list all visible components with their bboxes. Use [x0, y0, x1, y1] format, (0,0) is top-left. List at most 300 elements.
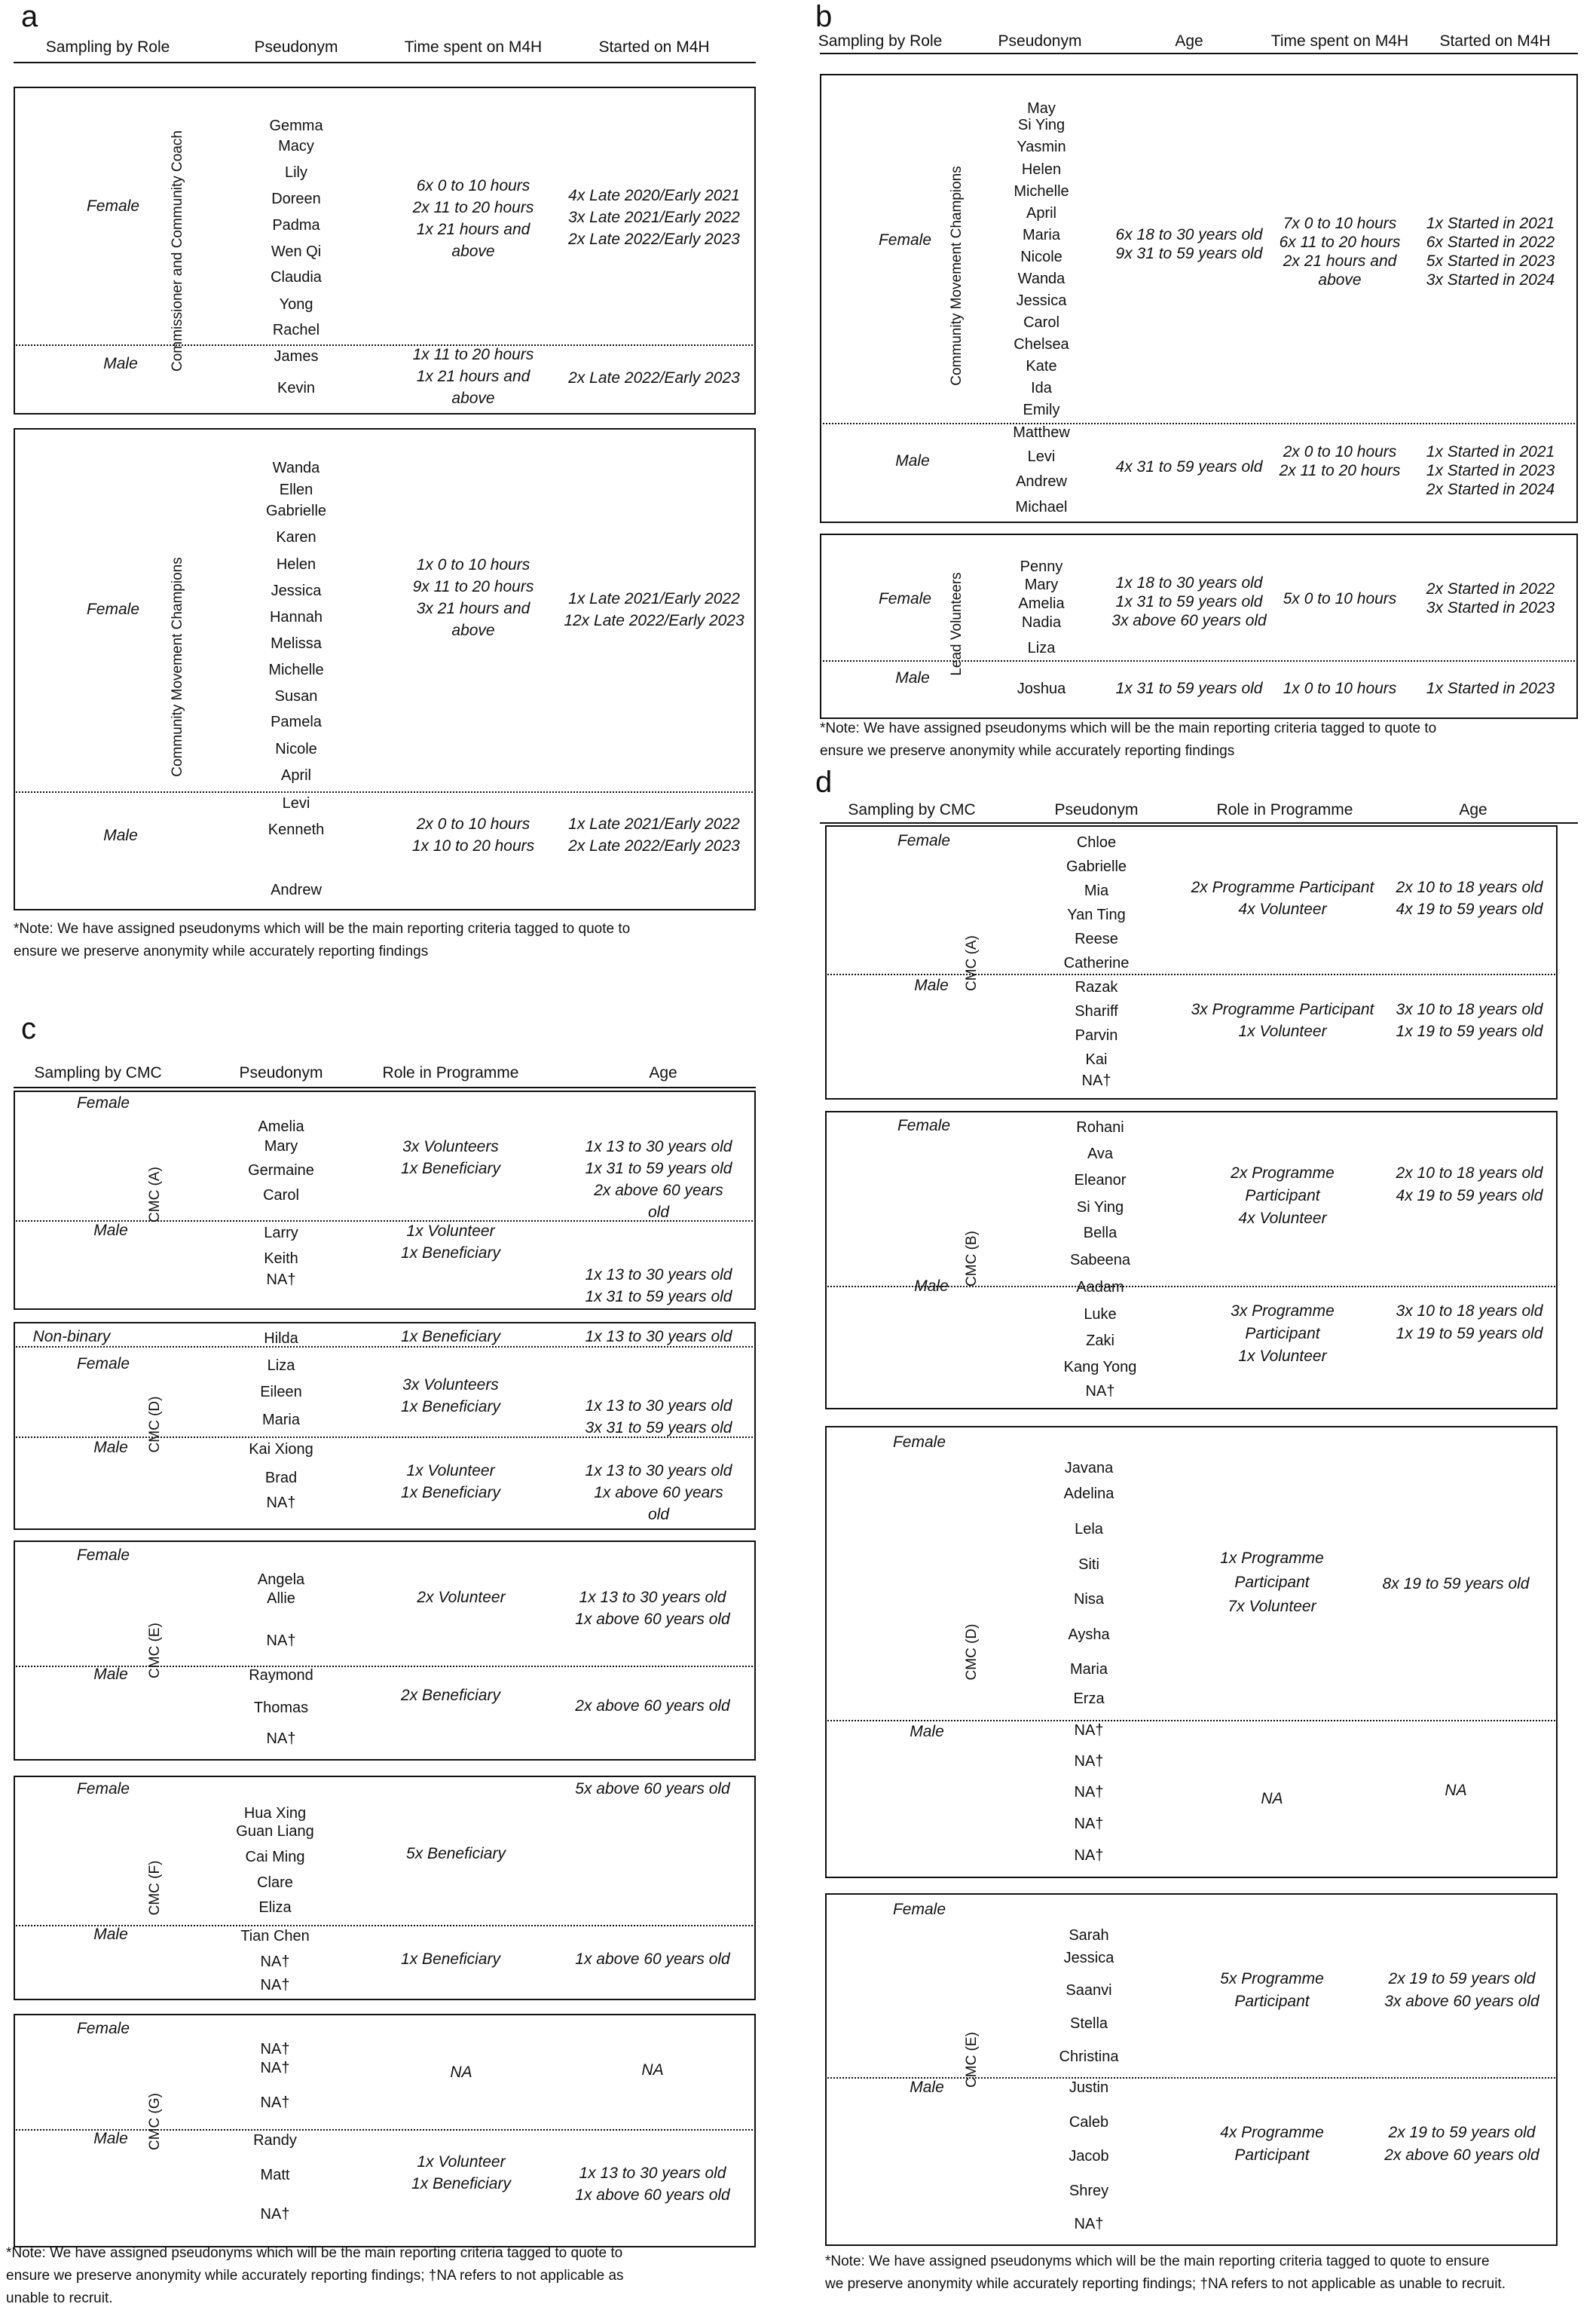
programme-role: 3x Volunteers — [402, 1138, 499, 1155]
programme-role: 4x Volunteer — [1238, 901, 1327, 918]
time-spent: 2x 11 to 20 hours — [412, 199, 534, 216]
programme-role: 4x Programme — [1220, 2124, 1324, 2141]
pseudonym: Adelina — [1063, 1485, 1114, 1502]
pseudonym: Aysha — [1068, 1626, 1110, 1643]
pseudonym: NA† — [1074, 2216, 1104, 2232]
footnote: we preserve anonymity while accurately reporting findings; †NA refers to not applicable as unable to recruit. — [825, 2276, 1506, 2292]
pseudonym: Mary — [264, 1138, 298, 1155]
time-spent: 1x 0 to 10 hours — [416, 556, 530, 574]
pseudonym: Gemma — [269, 118, 323, 134]
pseudonym: NA† — [1081, 1072, 1111, 1089]
panel-label: d — [815, 766, 833, 799]
group-label-vertical: CMC (D) — [964, 1623, 980, 1681]
age-range: 2x 19 to 59 years old — [1388, 1970, 1536, 1987]
time-spent: 1x 0 to 10 hours — [1283, 680, 1397, 697]
pseudonym: Stella — [1069, 2015, 1108, 2032]
pseudonym: May — [1027, 100, 1056, 117]
dotted-divider — [820, 660, 1578, 662]
dotted-divider — [14, 344, 756, 346]
programme-role: 1x Beneficiary — [401, 1484, 500, 1501]
pseudonym: Claudia — [271, 269, 322, 286]
pseudonym: Levi — [1027, 448, 1056, 465]
pseudonym: Andrew — [1016, 473, 1067, 490]
pseudonym: Brad — [264, 1470, 298, 1486]
age-range: 4x 31 to 59 years old — [1115, 458, 1263, 476]
pseudonym: NA† — [260, 2206, 290, 2223]
pseudonym: Bella — [1083, 1225, 1118, 1241]
pseudonym: Kai Xiong — [249, 1441, 313, 1458]
pseudonym: Penny — [1020, 558, 1063, 575]
programme-role: 2x Volunteer — [417, 1589, 506, 1606]
started-on: 5x Started in 2023 — [1426, 252, 1555, 270]
gender-label: Female — [892, 1901, 946, 1918]
programme-role: Participant — [1234, 1574, 1310, 1591]
gender-label: Male — [103, 827, 138, 844]
gender-label: Female — [76, 1547, 130, 1564]
pseudonym: Pamela — [271, 714, 322, 730]
age-range: old — [647, 1204, 670, 1221]
age-range: 9x 31 to 59 years old — [1115, 245, 1263, 262]
pseudonym: Carol — [1023, 314, 1059, 331]
pseudonym: Parvin — [1075, 1027, 1118, 1044]
pseudonym: Levi — [282, 795, 310, 812]
time-spent: 2x 11 to 20 hours — [1279, 462, 1401, 479]
dotted-divider — [14, 791, 756, 793]
time-spent: 6x 11 to 20 hours — [1279, 234, 1401, 251]
pseudonym: Macy — [278, 138, 314, 155]
started-on: 3x Late 2021/Early 2022 — [568, 209, 740, 226]
pseudonym: NA† — [1085, 1383, 1115, 1400]
started-on: 1x Late 2021/Early 2022 — [568, 590, 740, 607]
pseudonym: Si Ying — [1017, 117, 1066, 133]
programme-role: Participant — [1234, 2146, 1310, 2164]
programme-role: 3x Volunteers — [402, 1376, 499, 1394]
age-range: 2x above 60 years old — [575, 1697, 730, 1715]
pseudonym: Aadam — [1076, 1279, 1124, 1296]
age-range: 1x 31 to 59 years old — [585, 1160, 732, 1177]
column-header: Sampling by Role — [818, 32, 943, 50]
gender-label: Male — [895, 669, 930, 687]
age-range: 1x 31 to 59 years old — [1115, 680, 1263, 697]
started-on: 4x Late 2020/Early 2021 — [568, 187, 740, 204]
column-header: Time spent on M4H — [404, 38, 543, 56]
pseudonym: Angela — [257, 1571, 305, 1588]
pseudonym: Jessica — [1016, 292, 1067, 309]
panel-label: c — [21, 1012, 36, 1045]
group-label-vertical: CMC (G) — [147, 2093, 163, 2150]
pseudonym: Emily — [1023, 402, 1060, 418]
programme-role: 5x Programme — [1220, 1970, 1324, 1987]
pseudonym: Rachel — [272, 322, 320, 338]
column-header: Sampling by CMC — [34, 1064, 162, 1082]
pseudonym: Helen — [1021, 161, 1062, 178]
group-label-vertical: CMC (A) — [147, 1167, 163, 1222]
pseudonym: Ida — [1031, 380, 1052, 396]
programme-role: 1x Beneficiary — [401, 1398, 500, 1415]
started-on: 2x Late 2022/Early 2023 — [568, 231, 740, 248]
programme-role: 1x Programme — [1220, 1550, 1324, 1567]
header-rule — [820, 822, 1578, 824]
age-range: 1x above 60 years old — [575, 1611, 730, 1628]
footnote: *Note: We have assigned pseudonyms which will be the main reporting criteria tagged to quote to — [14, 921, 631, 937]
programme-role: Participant — [1245, 1187, 1320, 1204]
programme-role: 1x Beneficiary — [401, 1950, 500, 1968]
started-on: 1x Started in 2023 — [1426, 680, 1555, 697]
programme-role: 2x Beneficiary — [401, 1687, 500, 1704]
programme-role: 1x Beneficiary — [401, 1244, 500, 1262]
pseudonym: April — [1026, 205, 1057, 222]
pseudonym: Maria — [1022, 227, 1061, 243]
started-on: 1x Started in 2021 — [1426, 443, 1555, 460]
gender-label: Male — [93, 1439, 128, 1456]
pseudonym: NA† — [266, 1495, 296, 1511]
pseudonym: Andrew — [271, 882, 322, 898]
age-range: 1x 13 to 30 years old — [579, 1589, 726, 1606]
pseudonym: Doreen — [271, 191, 321, 207]
pseudonym: NA† — [260, 1977, 290, 1993]
pseudonym: Kai — [1085, 1051, 1108, 1068]
time-spent: 1x 21 hours and — [416, 368, 530, 385]
dotted-divider — [825, 1720, 1558, 1721]
programme-role: 5x Beneficiary — [406, 1845, 506, 1862]
pseudonym: Amelia — [1018, 595, 1065, 612]
pseudonym: Sarah — [1069, 1927, 1109, 1944]
pseudonym: Matthew — [1013, 424, 1070, 441]
age-range: 3x 10 to 18 years old — [1396, 1302, 1543, 1320]
programme-role: 1x Beneficiary — [401, 1160, 500, 1177]
time-spent: 1x 10 to 20 hours — [411, 837, 535, 855]
column-header: Time spent on M4H — [1270, 32, 1409, 50]
pseudonym: Justin — [1069, 2079, 1109, 2096]
pseudonym: Chloe — [1076, 834, 1117, 851]
pseudonym: Caleb — [1069, 2114, 1109, 2131]
gender-label: Male — [93, 1222, 128, 1239]
pseudonym: Eileen — [260, 1384, 302, 1400]
programme-role: NA — [450, 2064, 472, 2081]
pseudonym: Germaine — [248, 1162, 314, 1179]
pseudonym: Maria — [1069, 1661, 1108, 1678]
header-rule — [14, 62, 756, 63]
pseudonym: Shrey — [1069, 2183, 1109, 2199]
pseudonym: Saanvi — [1066, 1982, 1112, 1999]
pseudonym: Susan — [274, 688, 318, 705]
gender-label: Male — [103, 355, 138, 372]
pseudonym: Clare — [257, 1874, 293, 1891]
pseudonym: Wanda — [272, 460, 320, 476]
pseudonym: Wanda — [1017, 271, 1066, 287]
pseudonym: NA† — [1074, 1753, 1104, 1770]
pseudonym: Jessica — [1063, 1950, 1114, 1966]
group-label-vertical: Commissioner and Community Coach — [170, 130, 185, 372]
pseudonym: NA† — [260, 2041, 290, 2058]
pseudonym: Michelle — [268, 662, 324, 678]
column-header: Pseudonym — [998, 32, 1082, 50]
pseudonym: Siti — [1078, 1556, 1099, 1573]
pseudonym: Chelsea — [1014, 336, 1069, 353]
pseudonym: Lela — [1075, 1521, 1103, 1537]
pseudonym: Hannah — [269, 609, 323, 626]
age-range: 2x above 60 years — [594, 1182, 723, 1199]
age-range: 1x 13 to 30 years old — [585, 1138, 732, 1155]
pseudonym: Guan Liang — [236, 1823, 314, 1840]
age-range: 1x 31 to 59 years old — [585, 1288, 732, 1305]
column-header: Age — [1459, 801, 1487, 818]
pseudonym: Nadia — [1021, 614, 1062, 631]
time-spent: 7x 0 to 10 hours — [1283, 215, 1397, 232]
gender-label: Male — [910, 2079, 944, 2096]
pseudonym: Cai Ming — [245, 1849, 305, 1865]
pseudonym: Gabrielle — [265, 503, 327, 519]
started-on: 12x Late 2022/Early 2023 — [564, 612, 744, 629]
group-label-vertical: CMC (D) — [147, 1396, 163, 1453]
age-range: 1x 13 to 30 years old — [585, 1328, 732, 1345]
pseudonym: Tian Chen — [240, 1928, 310, 1944]
programme-role: NA — [1261, 1790, 1283, 1807]
programme-role: 1x Volunteer — [406, 1462, 495, 1479]
pseudonym: NA† — [266, 1730, 296, 1747]
started-on: 1x Started in 2023 — [1426, 462, 1555, 479]
pseudonym: Padma — [272, 217, 320, 234]
age-range: 1x above 60 years old — [575, 2186, 730, 2204]
column-header: Sampling by CMC — [848, 801, 976, 818]
pseudonym: Keith — [264, 1250, 298, 1267]
header-rule — [14, 1087, 756, 1088]
age-range: 1x above 60 years — [594, 1484, 723, 1501]
group-box — [825, 1426, 1558, 1878]
pseudonym: Michael — [1015, 499, 1068, 516]
dotted-divider — [14, 1346, 756, 1348]
pseudonym: Liza — [267, 1357, 295, 1374]
column-header: Pseudonym — [1054, 801, 1139, 818]
pseudonym: Maria — [261, 1412, 301, 1428]
time-spent: 9x 11 to 20 hours — [412, 578, 534, 595]
header-rule — [820, 53, 1578, 54]
group-label-vertical: CMC (E) — [147, 1623, 163, 1678]
age-range: NA — [641, 2061, 664, 2079]
pseudonym: Liza — [1027, 640, 1056, 656]
footnote: *Note: We have assigned pseudonyms which will be the main reporting criteria tagged to quote to ensure — [825, 2253, 1490, 2269]
footnote: *Note: We have assigned pseudonyms which will be the main reporting criteria tagged to quote to — [820, 721, 1437, 736]
age-range: 1x 13 to 30 years old — [585, 1462, 732, 1479]
pseudonym: Matt — [260, 2167, 290, 2183]
column-header: Role in Programme — [1216, 801, 1353, 818]
pseudonym: Nisa — [1073, 1591, 1105, 1608]
pseudonym: Luke — [1084, 1306, 1117, 1323]
started-on: 2x Late 2022/Early 2023 — [568, 837, 740, 855]
column-header: Pseudonym — [254, 38, 338, 56]
group-label-vertical: Community Movement Champions — [949, 166, 965, 386]
pseudonym: Ava — [1087, 1146, 1114, 1162]
gender-label: Non-binary — [32, 1328, 111, 1345]
gender-label: Female — [86, 197, 140, 215]
pseudonym: Eleanor — [1074, 1172, 1127, 1189]
age-range: 4x 19 to 59 years old — [1396, 901, 1543, 918]
pseudonym: Javana — [1064, 1460, 1114, 1476]
column-header: Role in Programme — [382, 1064, 519, 1082]
age-range: 2x 10 to 18 years old — [1396, 879, 1543, 896]
age-range: 1x 18 to 30 years old — [1115, 574, 1263, 592]
pseudonym: James — [274, 348, 319, 365]
pseudonym: Ellen — [279, 482, 313, 498]
group-label-vertical: CMC (A) — [964, 935, 980, 991]
programme-role: Participant — [1245, 1325, 1320, 1342]
programme-role: 1x Volunteer — [417, 2153, 506, 2171]
gender-label: Male — [914, 1277, 949, 1295]
pseudonym: Michelle — [1014, 183, 1069, 200]
programme-role: 2x Programme Participant — [1191, 879, 1374, 896]
age-range: 3x above 60 years old — [1111, 612, 1267, 629]
pseudonym: Melissa — [271, 635, 322, 652]
pseudonym: NA† — [260, 2094, 290, 2111]
pseudonym: Nicole — [1020, 249, 1062, 265]
group-box — [825, 1111, 1558, 1409]
gender-label: Female — [76, 1780, 130, 1798]
time-spent: above — [451, 622, 495, 639]
programme-role: Participant — [1234, 1993, 1310, 2010]
footnote: ensure we preserve anonymity while accurately reporting findings; †NA refers to not applicable as — [6, 2268, 624, 2284]
age-range: 2x 10 to 18 years old — [1396, 1164, 1543, 1182]
pseudonym: Kang Yong — [1063, 1359, 1137, 1375]
started-on: 2x Started in 2024 — [1426, 481, 1555, 498]
gender-label: Female — [892, 1433, 946, 1451]
pseudonym: Mia — [1084, 883, 1109, 899]
pseudonym: Gabrielle — [1066, 858, 1127, 875]
time-spent: above — [451, 243, 495, 260]
started-on: 1x Late 2021/Early 2022 — [568, 815, 740, 833]
pseudonym: April — [280, 767, 312, 784]
pseudonym: Kate — [1026, 358, 1057, 375]
pseudonym: Kenneth — [268, 822, 325, 838]
group-box — [825, 1893, 1558, 2246]
pseudonym: Jacob — [1069, 2148, 1109, 2165]
time-spent: 5x 0 to 10 hours — [1283, 590, 1397, 607]
age-range: old — [647, 1506, 670, 1523]
pseudonym: Jessica — [271, 583, 322, 599]
pseudonym: Christina — [1059, 2048, 1119, 2065]
pseudonym: Yan Ting — [1067, 907, 1126, 923]
pseudonym: NA† — [266, 1271, 296, 1288]
footnote: ensure we preserve anonymity while accurately reporting findings — [14, 944, 429, 959]
pseudonym: Thomas — [253, 1700, 309, 1716]
age-range: 3x above 60 years old — [1384, 1993, 1539, 2010]
started-on: 2x Started in 2022 — [1426, 580, 1555, 598]
pseudonym: Hua Xing — [243, 1805, 307, 1822]
gender-label: Female — [878, 590, 932, 607]
pseudonym: NA† — [260, 2060, 290, 2076]
dotted-divider — [825, 974, 1558, 975]
pseudonym: Erza — [1073, 1690, 1105, 1707]
pseudonym: Eliza — [258, 1899, 292, 1916]
group-label-vertical: CMC (F) — [147, 1860, 163, 1916]
panel-label: a — [21, 0, 38, 33]
started-on: 3x Started in 2023 — [1426, 599, 1555, 617]
footnote: unable to recruit. — [6, 2290, 113, 2306]
age-range: 1x above 60 years old — [575, 1950, 730, 1968]
time-spent: 2x 0 to 10 hours — [416, 815, 530, 833]
column-header: Started on M4H — [1439, 32, 1551, 50]
gender-label: Male — [93, 1926, 128, 1943]
programme-role: 4x Volunteer — [1238, 1210, 1327, 1227]
time-spent: above — [1318, 271, 1362, 289]
pseudonym: Zaki — [1086, 1332, 1114, 1349]
time-spent: 2x 0 to 10 hours — [1283, 443, 1397, 460]
column-header: Sampling by Role — [45, 38, 170, 56]
age-range: 1x 13 to 30 years old — [585, 1266, 732, 1284]
time-spent: 3x 21 hours and — [416, 600, 530, 617]
footnote: ensure we preserve anonymity while accurately reporting findings — [820, 743, 1235, 759]
programme-role: 3x Programme Participant — [1191, 1001, 1374, 1018]
pseudonym: Larry — [264, 1225, 298, 1241]
pseudonym: Lily — [284, 164, 308, 181]
age-range: 4x 19 to 59 years old — [1396, 1187, 1543, 1204]
gender-label: Female — [897, 832, 951, 849]
pseudonym: Helen — [276, 556, 316, 573]
group-label-vertical: Community Movement Champions — [170, 557, 185, 777]
pseudonym: Sabeena — [1069, 1252, 1131, 1268]
gender-label: Male — [914, 977, 949, 994]
pseudonym: Randy — [253, 2132, 297, 2149]
pseudonym: Yasmin — [1017, 139, 1066, 155]
gender-label: Female — [76, 1094, 130, 1112]
age-range: 1x 31 to 59 years old — [1115, 593, 1263, 610]
age-range: 2x 19 to 59 years old — [1388, 2124, 1536, 2141]
pseudonym: Nicole — [275, 741, 317, 757]
pseudonym: Allie — [267, 1590, 295, 1607]
age-range: 3x 10 to 18 years old — [1396, 1001, 1543, 1018]
pseudonym: Mary — [1024, 577, 1059, 593]
age-range: 1x 19 to 59 years old — [1396, 1023, 1543, 1040]
started-on: 1x Started in 2021 — [1426, 215, 1555, 232]
time-spent: 6x 0 to 10 hours — [416, 177, 530, 194]
pseudonym: Reese — [1075, 931, 1118, 947]
age-range: 1x 13 to 30 years old — [585, 1397, 732, 1415]
gender-label: Female — [76, 2020, 130, 2037]
programme-role: 7x Volunteer — [1228, 1598, 1316, 1615]
dotted-divider — [820, 423, 1578, 424]
pseudonym: Joshua — [1017, 681, 1066, 697]
column-header: Age — [1175, 32, 1203, 50]
time-spent: 1x 11 to 20 hours — [412, 346, 534, 363]
programme-role: 1x Beneficiary — [411, 2175, 511, 2192]
pseudonym: Raymond — [249, 1667, 313, 1684]
time-spent: 1x 21 hours and — [416, 221, 530, 238]
started-on: 6x Started in 2022 — [1426, 234, 1555, 251]
pseudonym: Razak — [1075, 979, 1118, 996]
pseudonym: Catherine — [1063, 955, 1130, 971]
programme-role: 2x Programme — [1231, 1164, 1335, 1182]
age-range: 8x 19 to 59 years old — [1382, 1575, 1530, 1593]
gender-label: Male — [93, 1666, 128, 1683]
group-label-vertical: CMC (E) — [964, 2032, 980, 2088]
pseudonym: Si Ying — [1076, 1199, 1124, 1216]
pseudonym: NA† — [1074, 1847, 1104, 1864]
column-header: Started on M4H — [598, 38, 710, 56]
started-on: 2x Late 2022/Early 2023 — [568, 369, 740, 387]
age-range: 1x 19 to 59 years old — [1396, 1325, 1543, 1342]
started-on: 3x Started in 2024 — [1426, 271, 1555, 289]
programme-role: 3x Programme — [1231, 1302, 1335, 1320]
pseudonym: NA† — [260, 1954, 290, 1970]
age-range: NA — [1445, 1782, 1467, 1799]
age-range: 6x 18 to 30 years old — [1115, 226, 1263, 243]
group-label-vertical: Lead Volunteers — [949, 572, 965, 676]
panel-label: b — [815, 0, 833, 33]
column-header: Pseudonym — [239, 1064, 323, 1082]
programme-role: 1x Volunteer — [1238, 1023, 1327, 1040]
gender-label: Male — [910, 1723, 944, 1740]
group-box — [825, 825, 1558, 1100]
group-box — [14, 1541, 756, 1761]
